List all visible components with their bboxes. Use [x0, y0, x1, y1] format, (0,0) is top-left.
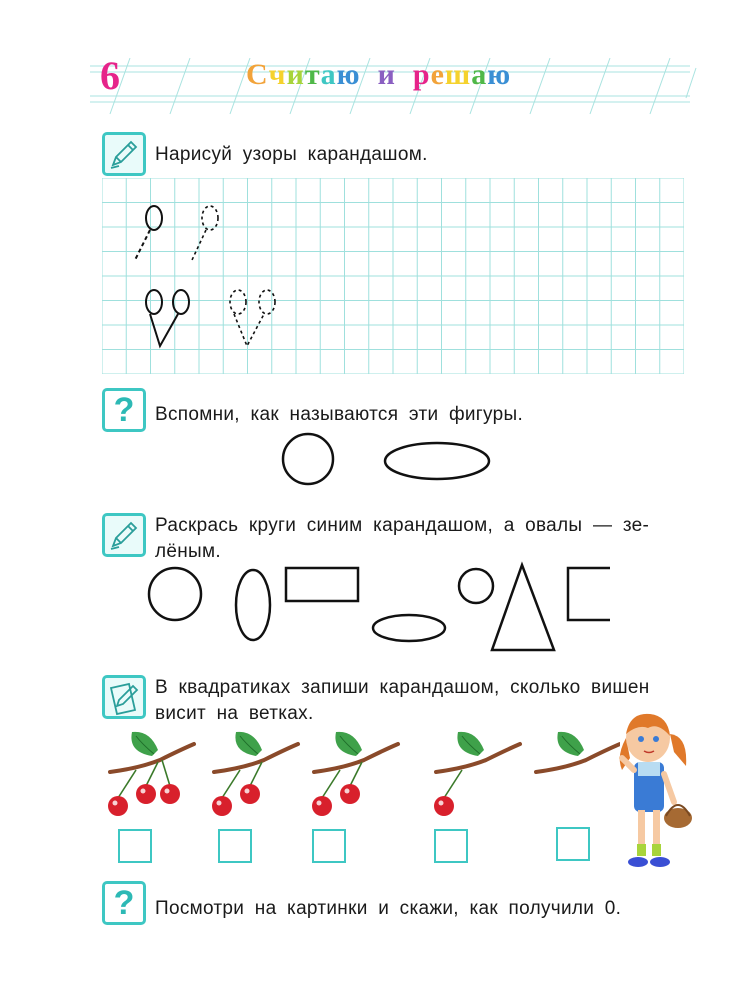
cherry-branch [108, 732, 194, 816]
leaf [235, 732, 262, 756]
title-letter: С [246, 58, 269, 91]
title-letter: т [304, 58, 321, 91]
task3-instruction-line1: Раскрась круги синим карандашом, а овалы — зе- [155, 515, 650, 536]
answer-box-1[interactable] [118, 829, 152, 863]
answer-box-3[interactable] [312, 829, 346, 863]
pattern-trace-double [230, 290, 275, 346]
cherry [340, 784, 360, 804]
leaf [457, 732, 484, 756]
answer-box-2[interactable] [218, 829, 252, 863]
title-letter: ш [444, 58, 472, 91]
square-shape [568, 568, 610, 620]
title-letter [396, 58, 413, 92]
cherry [160, 784, 180, 804]
circle-shape [149, 568, 201, 620]
oval-shape [385, 443, 489, 479]
cherry-branch [212, 732, 298, 816]
title-letter: ч [268, 58, 287, 91]
shapes-to-color [140, 560, 610, 656]
question-icon: ? [102, 388, 146, 432]
leaf [557, 732, 584, 756]
cherry-branches [100, 722, 620, 822]
cherry [434, 796, 454, 816]
page-number: 6 [100, 53, 120, 98]
leaf [131, 732, 158, 756]
task4-instruction-line1: В квадратиках запиши карандашом, сколько вишен [155, 677, 650, 698]
cherry [136, 784, 156, 804]
cherry-branch [434, 732, 520, 816]
cherry [212, 796, 232, 816]
cherry [312, 796, 332, 816]
page-title [246, 58, 511, 92]
title-letter: и [286, 58, 305, 91]
question-icon: ? [102, 881, 146, 925]
triangle-shape [492, 565, 554, 650]
cherry-branch [312, 732, 398, 816]
circle-shape [283, 434, 333, 484]
drawing-grid [102, 178, 684, 374]
answer-box-5[interactable] [556, 827, 590, 861]
task3-instruction-line2: лёным. [155, 541, 221, 562]
title-letter: а [320, 58, 337, 91]
rectangle-shape [286, 568, 358, 601]
pencil-paper-icon [102, 675, 146, 719]
leaf [335, 732, 362, 756]
title-letter [361, 58, 378, 92]
girl-illustration [608, 706, 698, 876]
cherry [240, 784, 260, 804]
title-letter: ю [336, 58, 361, 91]
cherry [108, 796, 128, 816]
oval-shape [373, 615, 445, 641]
task5-instruction: Посмотри на картинки и скажи, как получили 0. [155, 898, 622, 919]
shapes-circle-oval [270, 428, 500, 490]
circle-shape [459, 569, 493, 603]
pattern-sample-double [146, 290, 189, 346]
answer-box-4[interactable] [434, 829, 468, 863]
task4-instruction-line2: висит на ветках. [155, 703, 314, 724]
task2-instruction: Вспомни, как называются эти фигуры. [155, 404, 524, 425]
title-letter: е [430, 58, 445, 91]
title-letter: и [377, 58, 396, 91]
pencil-icon [102, 132, 146, 176]
title-letter: р [412, 58, 431, 91]
title-letter: а [471, 58, 488, 91]
title-letter: ю [487, 58, 512, 91]
task1-instruction: Нарисуй узоры карандашом. [155, 144, 428, 165]
pencil-icon [102, 513, 146, 557]
oval-shape [236, 570, 270, 640]
